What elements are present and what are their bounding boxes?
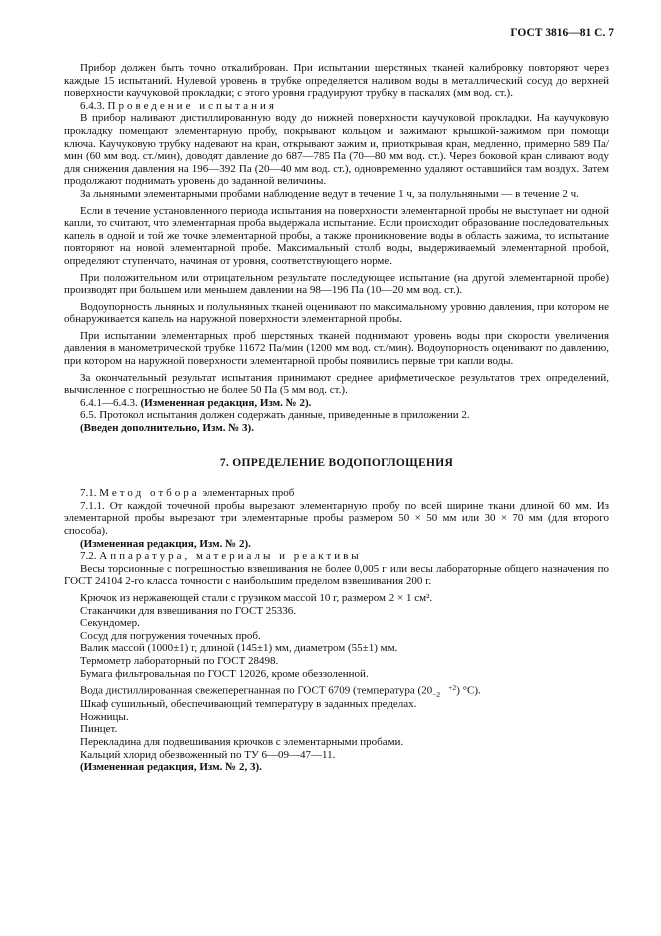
section-number: 6.4.3. (80, 99, 105, 112)
amendment-line (64, 397, 609, 410)
paragraph: При испытании элементарных проб шерстяных тканей поднимают уровень воды при скорости увеличения давления в манометрической трубке 11672 Па/мин (1200 мм вод. ст./мин). Водоупорность оценивают по давлению, при котором на наружной поверхности элементарной пробы появились первые три капли воды. (64, 329, 609, 368)
list-item: Пинцет. (80, 723, 118, 736)
list-item: Валик массой (1000±1) г, длиной (145±1) мм, диаметром (55±1) мм. (80, 642, 398, 655)
list-item: Секундомер. (80, 617, 140, 630)
list-item: Крючок из нержавеющей стали с грузиком массой 10 г, размером 2 × 1 см². (80, 591, 433, 604)
page-header: ГОСТ 3816—81 С. 7 (510, 27, 614, 39)
paragraph: Водоупорность льняных и полульняных тканей оценивают по максимальному уровню давления, при котором не обнаруживается капель на наружной поверхности элементарной пробы. (64, 300, 609, 326)
paragraph: При положительном или отрицательном результате последующее испытание (на другой элементарной пробе) производят при большем или меньшем давлении на 98—196 Па (10—20 мм вод. ст.). (64, 271, 609, 297)
section-heading-label: Метод отбора (99, 487, 200, 500)
section-number: 7.2. (80, 550, 97, 563)
list-item: Термометр лабораторный по ГОСТ 28498. (80, 654, 279, 667)
list-item: Бумага фильтровальная по ГОСТ 12026, кроме обеззоленной. (80, 667, 369, 680)
section-number: 7.1. (80, 487, 97, 500)
tolerance-upper: +2 (448, 683, 457, 693)
water-text: Вода дистиллированная свежеперегнанная по ГОСТ 6709 (температура (20 (80, 684, 433, 697)
list-item: Ножницы. (80, 710, 129, 723)
section-6-4-3-heading (64, 100, 609, 113)
paragraph-protocol: 6.5. Протокол испытания должен содержать данные, приведенные в приложении 2. (80, 409, 470, 422)
paragraph: За окончательный результат испытания принимают среднее арифметическое результатов трех определений, вычисленное с погрешностью не более 50 Па (5 мм вод. ст.). (64, 371, 609, 397)
section-7-2-heading (64, 550, 609, 563)
list-item: Кальций хлорид обезвоженный по ТУ 6—09—47—11. (80, 748, 336, 761)
tolerance-lower: −2 (432, 690, 441, 700)
amendment-note: (Измененная редакция, Изм. № 2). (80, 537, 251, 550)
list-item: Стаканчики для взвешивания по ГОСТ 25336. (80, 604, 297, 617)
section-heading-rest: элементарных проб (202, 487, 295, 500)
amendment-note: (Введен дополнительно, Изм. № 3). (80, 422, 254, 435)
section-7-title: 7. ОПРЕДЕЛЕНИЕ ВОДОПОГЛОЩЕНИЯ (219, 456, 454, 469)
amendment-ref: 6.4.1—6.4.3. (80, 396, 138, 409)
section-heading-label: Проведение испытания (107, 99, 277, 112)
amendment-note: (Измененная редакция, Изм. № 2). (140, 396, 312, 409)
water-text-end: ) °С). (456, 684, 481, 697)
paragraph-calibration: Прибор должен быть точно откалиброван. При испытании шерстяных тканей калибровку повторяют через каждые 15 испытаний. Нулевой уровень в трубке определяется наливом воды в металлический сосуд до верхней поверхности каучуковой прокладки; с этого уровня градуируют трубку в паскалях (мм вод. ст.). (64, 62, 609, 100)
list-item: Сосуд для погружения точечных проб. (80, 629, 261, 642)
paragraph: В прибор наливают дистиллированную воду до нижней поверхности каучуковой прокладки. На каучуковую прокладку помещают элементарную пробу, покрывают кольцом и зажимают крышкой-зажимом при помощи ключа. Каучуковую трубку надевают на кран, открывают зажим и, приоткрывая кран, медленно, примерно 589 Па/мин (60 мм вод. ст./мин), доводят давление до 687—785 Па (70—80 мм вод. ст.). Через боковой кран сливают воду для снижения давления на 196—392 Па (20—40 мм вод. ст.), одновременно удаляют оставшийся там воздух. Затем продолжают поднимать уровень до заданной величины. (64, 112, 609, 188)
section-heading-label: Аппаратура, материалы и реактивы (99, 550, 362, 563)
list-item: Весы торсионные с погрешностью взвешивания не более 0,005 г или весы лабораторные общего назначения по ГОСТ 24104 2-го класса точности с наибольшим пределом взвешивания 200 г. (64, 562, 609, 588)
list-item: Шкаф сушильный, обеспечивающий температуру в заданных пределах. (80, 698, 417, 711)
tolerance-stack (432, 684, 456, 698)
paragraph: За льняными элементарными пробами наблюдение ведут в течение 1 ч, за полульняными — в течение 2 ч. (80, 187, 579, 200)
amendment-note: (Измененная редакция, Изм. № 2, 3). (80, 761, 262, 774)
paragraph: Если в течение установленного периода испытания на поверхности элементарной пробы не выступает ни одной капли, то считают, что элементарная проба выдержала испытание. Если происходит образование последовательных капель в одной и той же точке элементарной пробы, а также проникновение воды в область зажима, то испытание повторяют на новой элементарной пробе. Максимальный столб воды, выдерживаемый элементарной пробой, определяют ступенчато, начиная от уровня, соответствующего норме. (64, 204, 609, 267)
list-item-water (64, 684, 609, 698)
section-7-1-heading (64, 487, 609, 500)
paragraph: 7.1.1. От каждой точечной пробы вырезают элементарную пробу по всей ширине ткани длиной 60 мм. Из элементарной пробы вырезают три элементарные пробы размером 50 × 50 мм или 30 × 70 мм (для второго способа). (64, 499, 609, 537)
list-item: Перекладина для подвешивания крючков с элементарными пробами. (80, 735, 404, 748)
